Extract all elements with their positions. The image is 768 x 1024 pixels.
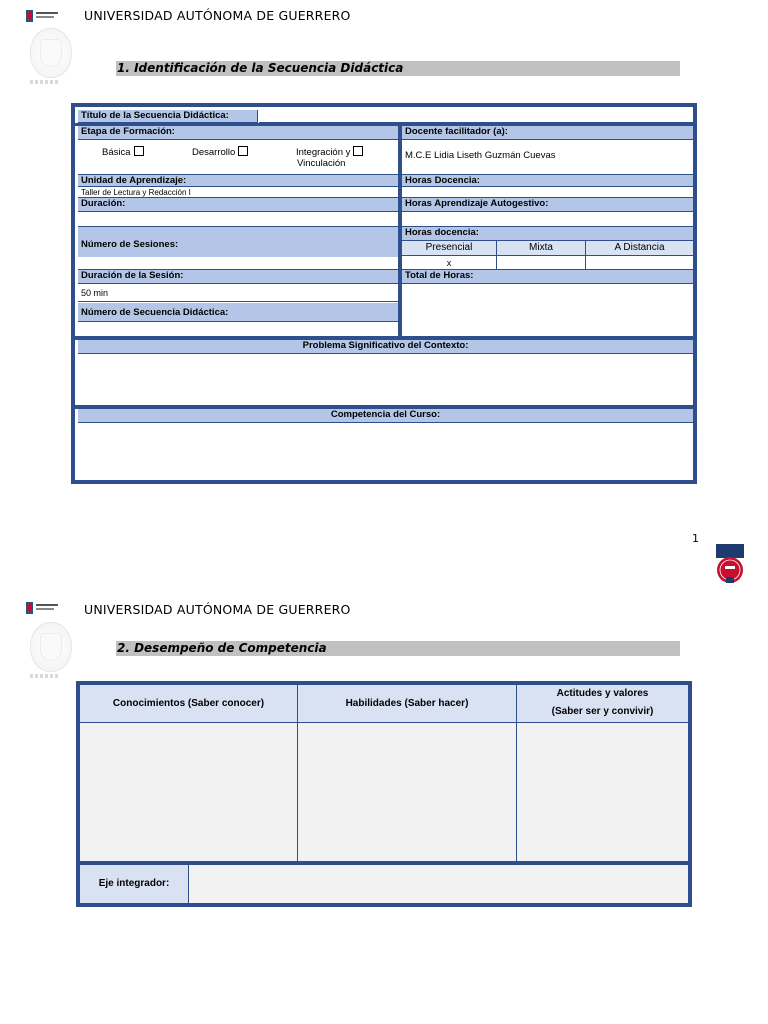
seal-caption [30,80,60,84]
competencia-field[interactable] [78,423,693,480]
seal-caption [30,674,60,678]
etapa-options [78,141,398,174]
page-number: 1 [692,532,699,545]
modalidad-distancia-mark[interactable] [586,256,693,270]
sesiones-label: Número de Sesiones: [78,227,398,268]
horas-docencia-field[interactable] [402,187,693,198]
university-name: UNIVERSIDAD AUTÓNOMA DE GUERRERO [84,602,351,617]
modalidad-mixta-mark[interactable] [497,256,586,270]
modalidad-mixta: Mixta [497,241,586,256]
university-seal-watermark [30,28,72,78]
modalidad-presencial: Presencial [402,241,497,256]
competencia-table [76,681,692,907]
modalidad-presencial-mark[interactable]: x [402,256,497,270]
section-title-identificacion: 1. Identificación de la Secuencia Didáctica [116,61,680,76]
numero-secuencia-field[interactable] [78,322,398,336]
horas-autogestivo-label: Horas Aprendizaje Autogestivo: [402,198,693,212]
option-vinculacion-label: Vinculación [297,158,346,169]
identification-form [71,103,697,484]
duracion-label: Duración: [78,198,398,212]
horas-docencia-label: Horas Docencia: [402,174,693,187]
conocimientos-cell[interactable] [80,723,298,861]
total-horas-label: Total de Horas: [402,270,693,284]
column-header-habilidades: Habilidades (Saber hacer) [298,685,517,723]
etapa-label: Etapa de Formación: [78,126,398,140]
checkbox-basica[interactable] [134,146,144,156]
problema-label: Problema Significativo del Contexto: [78,340,693,354]
section-title-desempeno: 2. Desempeño de Competencia [116,641,680,656]
titulo-label: Título de la Secuencia Didáctica: [78,110,258,123]
sesiones-field[interactable] [78,257,398,270]
column-header-conocimientos: Conocimientos (Saber conocer) [80,685,298,723]
duracion-field[interactable] [78,212,398,227]
institution-logo [26,602,60,614]
competencia-label: Competencia del Curso: [78,409,693,423]
actitudes-cell[interactable] [517,723,688,861]
checkbox-integracion[interactable] [353,146,363,156]
titulo-field[interactable] [259,110,693,123]
docente-label: Docente facilitador (a): [402,126,693,140]
problema-field[interactable] [78,354,693,405]
habilidades-cell[interactable] [298,723,517,861]
duracion-sesion-value: 50 min [78,285,398,302]
uag-logo-icon [716,544,744,584]
numero-secuencia-label: Número de Secuencia Didáctica: [78,303,398,322]
column-header-actitudes [517,685,688,723]
option-desarrollo-label: Desarrollo [192,147,236,158]
checkbox-desarrollo[interactable] [238,146,248,156]
university-name: UNIVERSIDAD AUTÓNOMA DE GUERRERO [84,8,351,23]
eje-integrador-label: Eje integrador: [80,865,189,903]
duracion-sesion-label: Duración de la Sesión: [78,270,398,284]
horas-docencia2-label: Horas docencia: [402,227,693,241]
horas-autogestivo-field[interactable] [402,212,693,227]
docente-value: M.C.E Lidia Liseth Guzmán Cuevas [405,150,556,161]
option-basica-label: Básica [102,147,131,158]
unidad-label: Unidad de Aprendizaje: [78,174,398,187]
eje-integrador-field[interactable] [189,865,688,903]
modalidad-distancia: A Distancia [586,241,693,256]
institution-logo [26,10,60,22]
university-seal-watermark [30,622,72,672]
column-header-actitudes-line1: Actitudes y valores [556,688,649,699]
column-header-actitudes-line2: (Saber ser y convivir) [551,706,654,717]
total-horas-field[interactable] [402,285,693,336]
unidad-value: Taller de Lectura y Redacción I [78,187,398,198]
option-integracion-label: Integración y [296,147,351,158]
